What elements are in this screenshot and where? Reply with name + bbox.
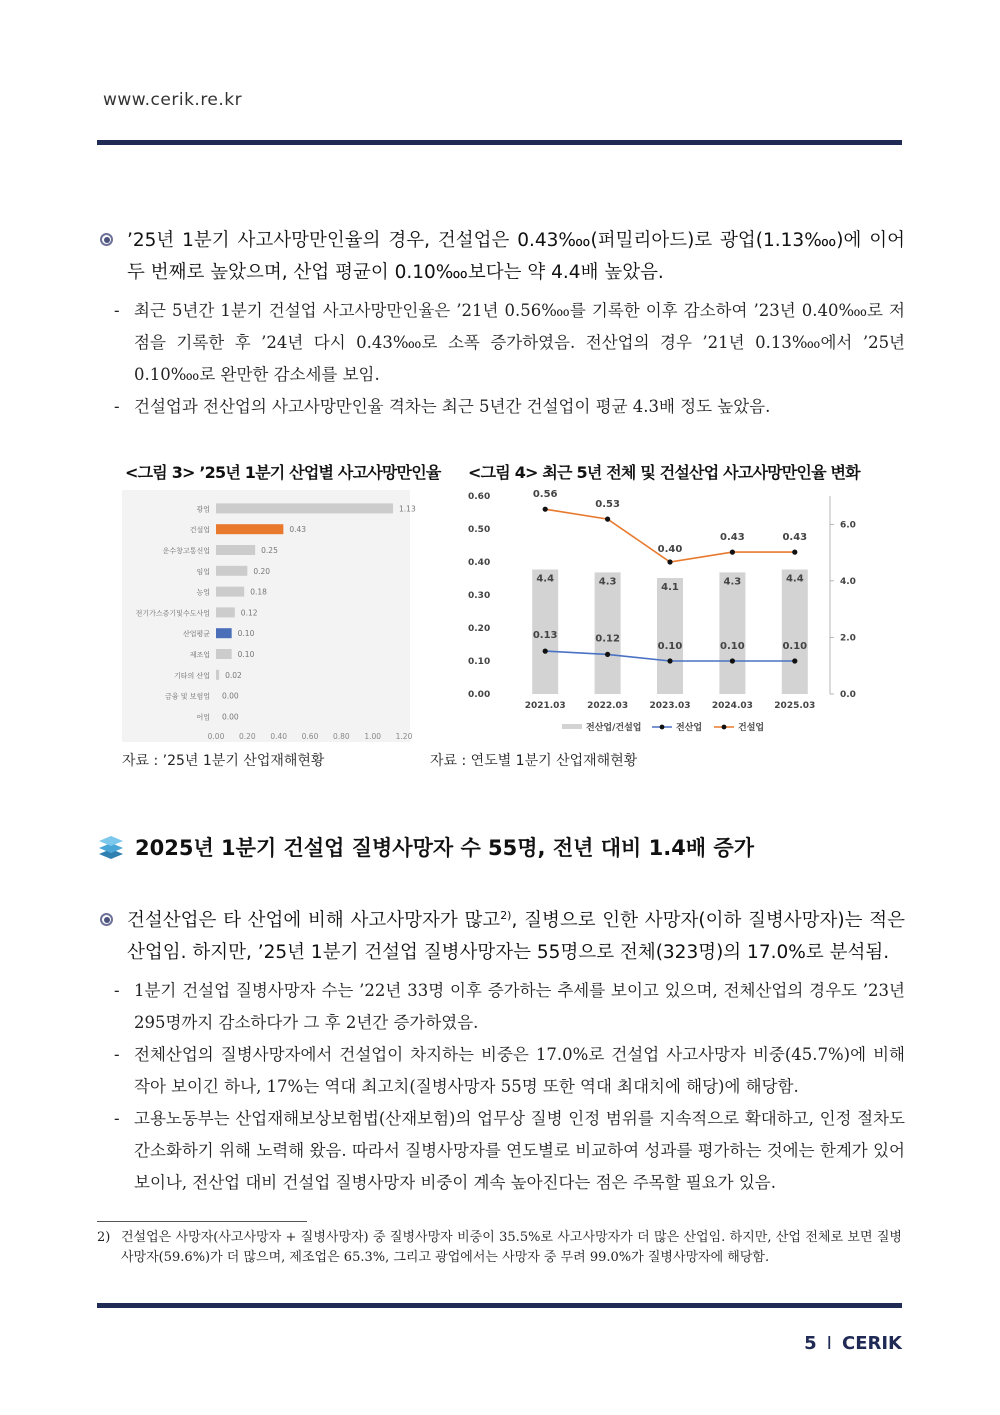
data-point xyxy=(667,559,672,564)
data-label: 0.00 xyxy=(222,691,239,701)
y-right-tick-label: 6.0 xyxy=(840,520,856,531)
legend-label: 건설업 xyxy=(738,723,765,733)
tick-label: 0.00 xyxy=(207,731,225,741)
bar xyxy=(782,570,808,694)
line-data-label: 0.40 xyxy=(657,544,683,555)
y-left-tick-label: 0.20 xyxy=(468,624,491,634)
data-label: 0.18 xyxy=(250,587,267,597)
category-label: 제조업 xyxy=(189,651,210,659)
y-left-tick-label: 0.50 xyxy=(468,525,491,535)
data-point xyxy=(543,649,548,654)
line-data-label: 0.43 xyxy=(720,532,745,544)
y-left-tick-label: 0.60 xyxy=(468,492,491,502)
y-left-tick-label: 0.40 xyxy=(468,558,491,568)
header-rule xyxy=(97,140,902,145)
bar-data-label: 4.4 xyxy=(785,573,804,585)
data-point xyxy=(792,550,797,555)
figure3-svg xyxy=(122,490,416,742)
bar xyxy=(216,545,255,555)
category-label: 전기가스증기및수도사업 xyxy=(135,609,210,618)
sub-item: - 건설업과 전산업의 사고사망만인율 격차는 최근 5년간 건설업이 평균 4.3배 정도 높았음. xyxy=(114,391,905,423)
x-tick-label: 2021.03 xyxy=(524,701,566,711)
sub-item: - 최근 5년간 1분기 건설업 사고사망만인율은 ’21년 0.56‱를 기록한 이후 감소하여 ’23년 0.40‱로 저점을 기록한 후 ’24년 다시 0.43‱로 소폭 증가하였음. 전산업의 경우 ’21년 0.13‱에서 ’25년 0.10‱로 완만한 감소세를 보임. xyxy=(114,295,905,391)
bar xyxy=(216,607,235,617)
category-label: 기타의 산업 xyxy=(173,671,210,680)
x-tick-label: 2025.03 xyxy=(774,701,816,711)
legend-marker xyxy=(722,725,727,730)
figure3-chart xyxy=(122,490,416,742)
footnote-text: 건설업은 사망자(사고사망자 + 질병사망자) 중 질병사망자 비중이 35.5%로 사고사망자가 더 많은 산업임. 하지만, 산업 전체로 보면 질병사망자(59.6%)가 더 많으며, 제조업은 65.3%, 그리고 광업에서는 사망자 중 무려 99.0%가 질병사망자에 해당함. xyxy=(121,1230,902,1265)
main-bullet xyxy=(100,225,905,289)
line-data-label: 0.10 xyxy=(720,641,745,652)
figure3-source: 자료 : ’25년 1분기 산업재해현황 xyxy=(122,753,325,769)
sub-item: - 고용노동부는 산업재해보상보험법(산재보험)의 업무상 질병 인정 범위를 지속적으로 확대하고, 인정 절차도 간소화하기 위해 노력해 왔음. 따라서 질병사망자를 연도별로 비교하여 성과를 평가하는 것에는 한계가 있어 보이나, 전산업 대비 건설업 질병사망자 비중이 계속 높아진다는 점은 주목할 필요가 있음. xyxy=(114,1103,905,1199)
x-tick-label: 2024.03 xyxy=(711,701,753,711)
line-data-label: 0.10 xyxy=(657,641,683,652)
bar xyxy=(216,628,232,638)
x-tick-label: 2022.03 xyxy=(587,701,629,711)
data-label: 1.13 xyxy=(399,504,416,514)
sub-text: 고용노동부는 산업재해보상보험법(산재보험)의 업무상 질병 인정 범위를 지속적으로 확대하고, 인정 절차도 간소화하기 위해 노력해 왔음. 따라서 질병사망자를 연도별로 비교하여 성과를 평가하는 것에는 한계가 있어 보이나, 전산업 대비 건설업 질병사망자 비중이 계속 높아진다는 점은 주목할 필요가 있음. xyxy=(134,1109,905,1192)
x-tick-label: 2023.03 xyxy=(649,701,691,711)
sub-text: 건설업과 전산업의 사고사망만인율 격차는 최근 5년간 건설업이 평균 4.3배 정도 높았음. xyxy=(134,397,771,416)
sub-text: 최근 5년간 1분기 건설업 사고사망만인율은 ’21년 0.56‱를 기록한 이후 감소하여 ’23년 0.40‱로 저점을 기록한 후 ’24년 다시 0.43‱로 소폭 증가하였음. 전산업의 경우 ’21년 0.13‱에서 ’25년 0.10‱로 완만한 감소세를 보임. xyxy=(134,301,905,384)
legend-label: 전산업 xyxy=(676,723,703,733)
bar xyxy=(719,572,745,694)
line-data-label: 0.56 xyxy=(532,489,558,501)
bar-data-label: 4.3 xyxy=(598,576,617,588)
bar xyxy=(657,578,683,694)
sub-item: - 전체산업의 질병사망자에서 건설업이 차지하는 비중은 17.0%로 건설업 사고사망자 비중(45.7%)에 비해 작아 보이긴 하나, 17%는 역대 최고치(질병사망자 55명 또한 역대 최대치에 해당)에 해당함. xyxy=(114,1039,905,1103)
footnote-mark: 2) xyxy=(97,1230,111,1245)
data-label: 0.00 xyxy=(222,712,239,722)
tick-label: 0.80 xyxy=(332,731,350,741)
bar xyxy=(216,649,232,659)
data-point xyxy=(605,652,610,657)
category-label: 운수창고통신업 xyxy=(162,547,210,555)
data-label: 0.10 xyxy=(237,629,255,639)
data-label: 0.02 xyxy=(225,670,242,680)
y-left-tick-label: 0.00 xyxy=(468,690,491,700)
bullet-text: ’25년 1분기 사고사망만인율의 경우, 건설업은 0.43‱(퍼밀리아드)로 광업(1.13‱)에 이어 두 번째로 높았으며, 산업 평균이 0.10‱보다는 약 4.4배 높았음. xyxy=(127,230,905,283)
tick-label: 0.60 xyxy=(301,731,319,741)
footnote-ref: 2) xyxy=(500,908,512,922)
sub-text: 전체산업의 질병사망자에서 건설업이 차지하는 비중은 17.0%로 건설업 사고사망자 비중(45.7%)에 비해 작아 보이긴 하나, 17%는 역대 최고치(질병사망자 55명 또한 역대 최대치에 해당)에 해당함. xyxy=(134,1045,905,1096)
tick-label: 0.20 xyxy=(238,731,256,741)
y-left-tick-label: 0.30 xyxy=(468,591,491,601)
bar xyxy=(216,503,393,513)
y-right-tick-label: 2.0 xyxy=(840,633,856,644)
bar xyxy=(216,524,283,534)
bullet-text: 건설산업은 타 산업에 비해 사고사망자가 많고$^{2)}$, 질병으로 인한 사망자(이하 질병사망자)는 적은 산업임. 하지만, ’25년 1분기 건설업 질병사망자는 55명으로 전체(323명)의 17.0%로 분석됨. xyxy=(127,908,905,963)
tick-label: 1.00 xyxy=(364,731,382,741)
legend-marker xyxy=(660,725,665,730)
line-data-label: 0.53 xyxy=(595,499,620,511)
bar-data-label: 4.3 xyxy=(723,576,742,588)
data-point xyxy=(792,658,797,663)
line-data-label: 0.10 xyxy=(782,641,808,652)
bar-data-label: 4.4 xyxy=(536,573,555,585)
layers-icon xyxy=(97,833,125,861)
legend-label: 전산업/건설업 xyxy=(586,723,642,733)
figure4-svg xyxy=(462,486,860,742)
line-data-label: 0.43 xyxy=(782,532,808,544)
section-heading xyxy=(97,832,754,862)
category-label: 어업 xyxy=(196,713,210,722)
figure3-title: <그림 3> ’25년 1분기 산업별 사고사망만인율 xyxy=(125,463,441,482)
data-point xyxy=(730,658,735,663)
figure4-source: 자료 : 연도별 1분기 산업재해현황 xyxy=(430,753,638,769)
bullet-circle-icon xyxy=(100,905,127,969)
line-data-label: 0.13 xyxy=(532,630,558,642)
data-label: 0.43 xyxy=(289,525,307,535)
line-data-label: 0.12 xyxy=(595,633,620,645)
figure4-title: <그림 4> 최근 5년 전체 및 건설산업 사고사망만인율 변화 xyxy=(468,463,860,482)
category-label: 금융 및 보험업 xyxy=(164,692,210,701)
org-name: CERIK xyxy=(841,1333,902,1354)
site-url: www.cerik.re.kr xyxy=(103,90,243,110)
tick-label: 0.40 xyxy=(270,731,288,741)
category-label: 농업 xyxy=(196,588,210,597)
main-bullet xyxy=(100,905,905,969)
data-point xyxy=(730,550,735,555)
page-number: 5 xyxy=(804,1333,817,1354)
page-footer xyxy=(804,1333,902,1354)
category-label: 건설업 xyxy=(189,526,210,535)
tick-label: 1.20 xyxy=(395,731,413,741)
category-label: 산업평균 xyxy=(182,630,210,639)
bar xyxy=(216,587,244,597)
bar xyxy=(216,566,247,576)
data-label: 0.10 xyxy=(237,650,255,659)
bar xyxy=(216,670,219,680)
data-point xyxy=(543,507,548,512)
legend-swatch xyxy=(562,724,582,729)
section2-text xyxy=(100,905,905,1199)
data-point xyxy=(605,517,610,522)
y-right-tick-label: 4.0 xyxy=(840,576,856,587)
y-right-tick-label: 0.0 xyxy=(840,690,856,700)
data-label: 0.12 xyxy=(240,608,258,618)
data-label: 0.20 xyxy=(253,566,271,576)
footnote xyxy=(97,1228,902,1268)
data-label: 0.25 xyxy=(261,546,278,555)
section-heading-text: 2025년 1분기 건설업 질병사망자 수 55명, 전년 대비 1.4배 증가 xyxy=(135,836,754,860)
sub-item: - 1분기 건설업 질병사망자 수는 ’22년 33명 이후 증가하는 추세를 보이고 있으며, 전체산업의 경우도 ’23년 295명까지 감소하다가 그 후 2년간 증가하였음. xyxy=(114,975,905,1039)
figure4-chart xyxy=(462,486,860,742)
category-label: 광업 xyxy=(196,505,210,514)
section1-text xyxy=(100,225,905,423)
y-left-tick-label: 0.10 xyxy=(468,657,491,667)
bullet-circle-icon xyxy=(100,225,127,289)
footnote-rule xyxy=(97,1221,307,1222)
data-point xyxy=(667,658,672,663)
footer-rule xyxy=(97,1303,902,1308)
bar-data-label: 4.1 xyxy=(661,582,679,594)
sub-text: 1분기 건설업 질병사망자 수는 ’22년 33명 이후 증가하는 추세를 보이고 있으며, 전체산업의 경우도 ’23년 295명까지 감소하다가 그 후 2년간 증가하였음. xyxy=(134,981,905,1032)
footer-separator: I xyxy=(826,1333,832,1354)
category-label: 임업 xyxy=(196,567,210,576)
